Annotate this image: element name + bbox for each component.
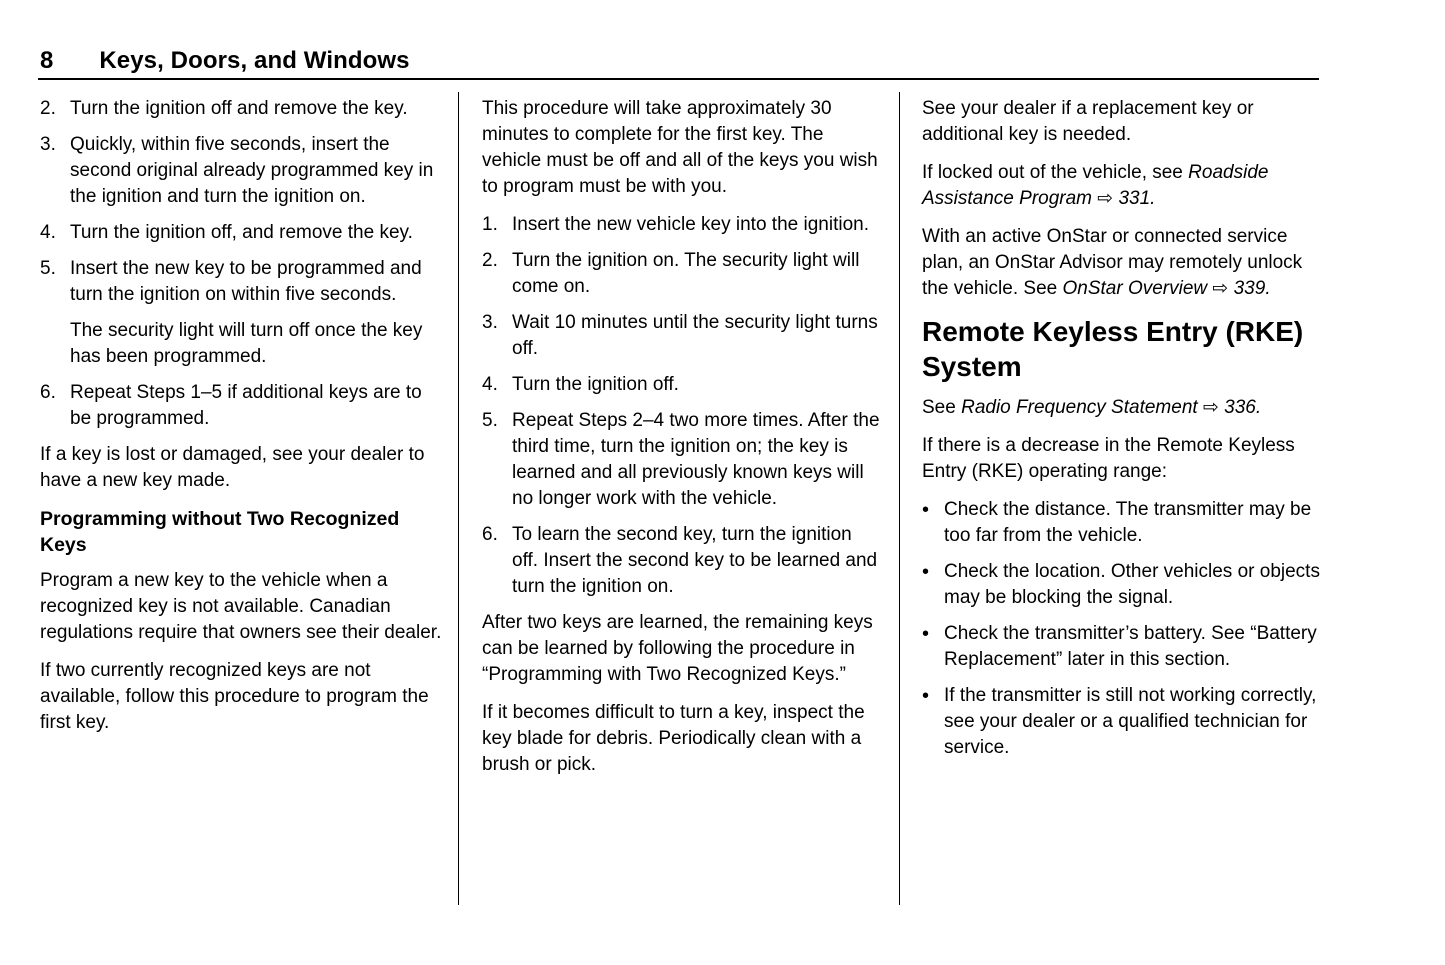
cross-reference: Roadside Assistance Program ⇨ 331. [922,162,1269,209]
list-text: Turn the ignition off. [512,374,679,395]
list-item [40,256,444,308]
list-item-note [40,318,444,370]
list-text: Quickly, within five seconds, insert the second original already programmed key in the ignition and turn the ignition on. [70,134,434,207]
header-rule [38,78,1319,80]
list-item [482,408,880,512]
column-divider [458,92,459,905]
list-text: Turn the ignition off, and remove the key. [70,222,413,243]
list-item [922,621,1322,673]
list-text: To learn the second key, turn the ignition off. Insert the second key to be learned and turn the ignition on. [512,524,878,597]
list-text: Check the location. Other vehicles or objects may be blocking the signal. [944,561,1320,608]
list-item [922,497,1322,549]
list-text: If the transmitter is still not working correctly, see your dealer or a qualified technician for service. [944,685,1317,758]
list-item [482,522,880,600]
list-item [40,220,444,246]
list-text: The security light will turn off once the key has been programmed. [70,320,423,367]
paragraph: If two currently recognized keys are not available, follow this procedure to program the first key. [40,660,429,733]
list-text: Wait 10 minutes until the security light turns off. [512,312,878,359]
list-text: Check the transmitter’s battery. See “Battery Replacement” later in this section. [944,623,1317,670]
cross-reference: Radio Frequency Statement ⇨ 336. [961,397,1262,418]
list-text: Repeat Steps 2–4 two more times. After the third time, turn the ignition on; the key is learned and all previously known keys will no longer work with the vehicle. [512,410,880,509]
bullet-icon [922,683,944,761]
paragraph: Program a new key to the vehicle when a recognized key is not available. Canadian regulations require that owners see their dealer. [40,570,442,643]
page-number: 8 [40,47,54,74]
list-item [40,380,444,432]
page-title: Keys, Doors, and Windows [99,47,410,74]
page-header [40,48,410,76]
bullet-icon [922,621,944,673]
bullet-icon [922,559,944,611]
list-number: 2. [40,98,56,119]
paragraph: If a key is lost or damaged, see your dealer to have a new key made. [40,444,425,491]
list-item [482,372,880,398]
paragraph [922,395,1322,421]
list-number: 5. [482,410,498,431]
list-text: Insert the new key to be programmed and turn the ignition on within five seconds. [70,258,422,305]
list-item [922,559,1322,611]
list-item [482,212,880,238]
list-item [922,683,1322,761]
section-subheading: Programming without Two Recognized Keys [40,508,400,556]
paragraph [922,160,1322,212]
list-number: 4. [40,222,56,243]
paragraph: If there is a decrease in the Remote Keyless Entry (RKE) operating range: [922,435,1295,482]
paragraph-text: See [922,397,962,418]
list-text: Turn the ignition on. The security light will come on. [512,250,860,297]
list-text: Repeat Steps 1–5 if additional keys are to be programmed. [70,382,422,429]
column-2 [482,96,880,790]
list-number: 1. [482,214,498,235]
paragraph-text: If locked out of the vehicle, see [922,162,1189,183]
list-text: Turn the ignition off and remove the key. [70,98,408,119]
list-number: 5. [40,258,56,279]
list-number [40,318,70,370]
list-text: Insert the new vehicle key into the ignition. [512,214,869,235]
list-number: 3. [40,134,56,155]
list-number: 3. [482,312,498,333]
paragraph: If it becomes difficult to turn a key, inspect the key blade for debris. Periodically clean with a brush or pick. [482,702,865,775]
list-item [482,310,880,362]
list-number: 2. [482,250,498,271]
paragraph: This procedure will take approximately 30 minutes to complete for the first key. The vehicle must be off and all of the keys you wish to program must be with you. [482,98,878,197]
paragraph [922,224,1322,302]
bullet-icon [922,497,944,549]
column-1 [40,96,444,748]
column-divider [899,92,900,905]
list-item [482,248,880,300]
list-item [40,132,444,210]
cross-reference: OnStar Overview ⇨ 339. [1062,278,1271,299]
column-3 [922,96,1322,771]
list-number: 4. [482,374,498,395]
list-number: 6. [40,382,56,403]
paragraph: After two keys are learned, the remaining keys can be learned by following the procedure in “Programming with Two Recognized Keys.” [482,612,873,685]
list-text: Check the distance. The transmitter may be too far from the vehicle. [944,499,1312,546]
list-number: 6. [482,524,498,545]
section-heading: Remote Keyless Entry (RKE) System [922,316,1304,382]
paragraph: See your dealer if a replacement key or additional key is needed. [922,98,1254,145]
list-item [40,96,444,122]
paragraph-text: With an active OnStar or connected service plan, an OnStar Advisor may remotely unlock the vehicle. See [922,226,1303,299]
